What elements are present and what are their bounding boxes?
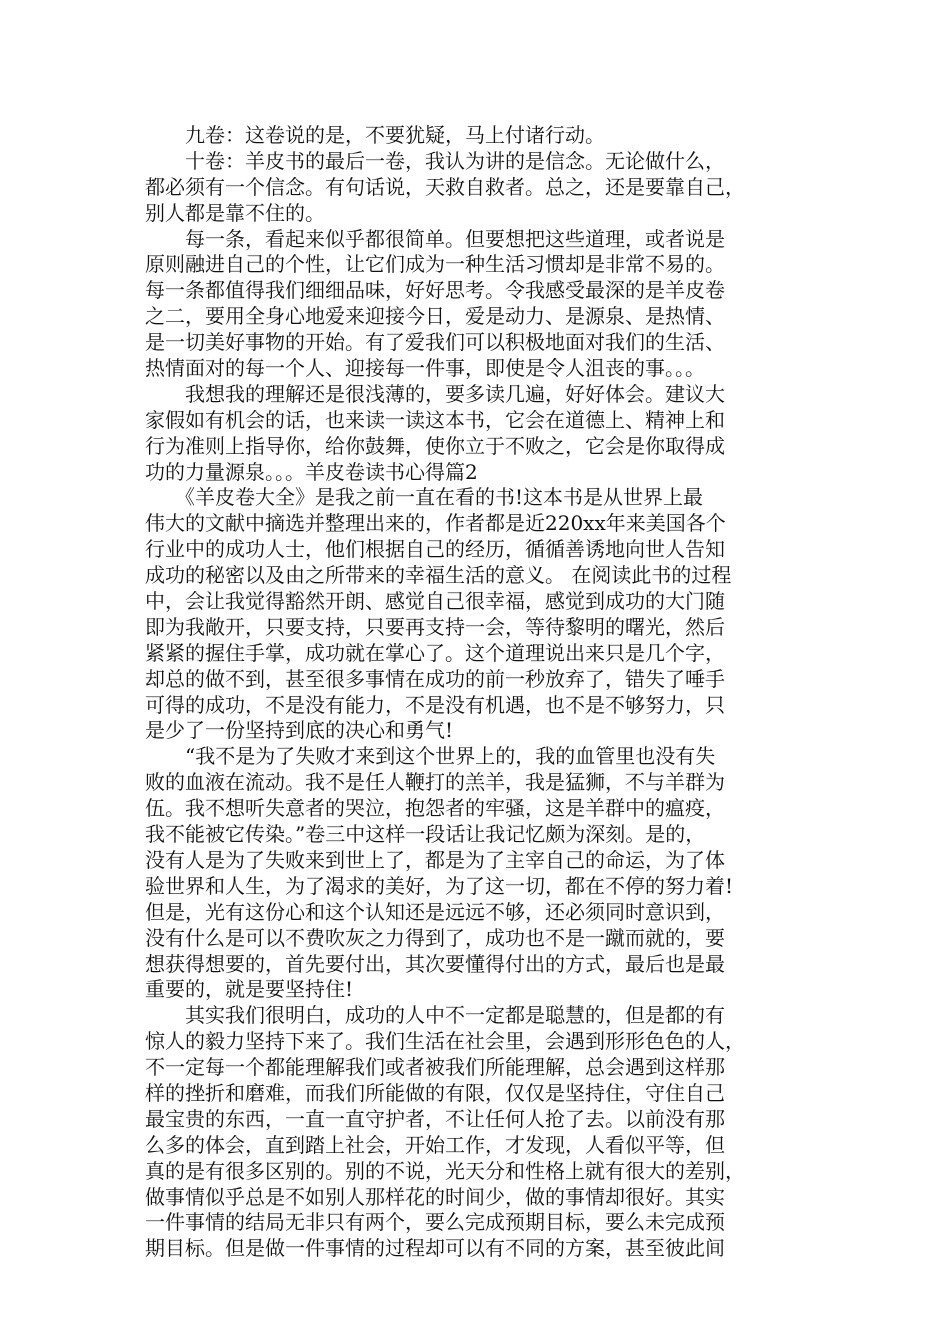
document-body — [145, 123, 805, 1262]
text-line: 么多的体会，直到踏上社会，开始工作，才发现，人看似平等，但 — [145, 1132, 725, 1157]
text-line: 伟大的文献中摘选并整理出来的，作者都是近220xx年来美国各个 — [145, 511, 726, 536]
text-line: 都必须有一个信念。有句话说，天救自救者。总之，还是要靠自己， — [145, 174, 745, 199]
text-line: 伍。我不想听失意者的哭泣，抱怨者的牢骚，这是羊群中的瘟疫， — [145, 796, 725, 821]
text-line: 是一切美好事物的开始。有了爱我们可以积极地面对我们的生活、 — [145, 330, 725, 355]
text-line: 验世界和人生，为了渴求的美好，为了这一切，都在不停的努力着! — [145, 873, 734, 898]
text-line: 《羊皮卷大全》是我之前一直在看的书!这本书是从世界上最 — [145, 485, 704, 510]
text-line: 没有人是为了失败来到世上了，都是为了主宰自己的命运，为了体 — [145, 847, 725, 872]
text-line: 真的是有很多区别的。别的不说，光天分和性格上就有很大的差别， — [145, 1158, 745, 1183]
text-line: 即为我敞开，只要支持，只要再支持一会，等待黎明的曙光，然后 — [145, 614, 725, 639]
text-line: 每一条都值得我们细细品味，好好思考。令我感受最深的是羊皮卷 — [145, 278, 725, 303]
text-line: 家假如有机会的话，也来读一读这本书，它会在道德上、精神上和 — [145, 407, 725, 432]
text-line: 重要的，就是要坚持住! — [145, 977, 354, 1002]
text-line: “我不是为了失败才来到这个世界上的，我的血管里也没有失 — [145, 744, 716, 769]
text-line: 惊人的毅力坚持下来了。我们生活在社会里，会遇到形形色色的人， — [145, 1029, 745, 1054]
text-line: 其实我们很明白，成功的人中不一定都是聪慧的，但是都的有 — [145, 1003, 725, 1028]
text-line: 别人都是靠不住的。 — [145, 200, 325, 225]
text-line: 成功的秘密以及由之所带来的幸福生活的意义。 在阅读此书的过程 — [145, 563, 732, 588]
text-line: 期目标。但是做一件事情的过程却可以有不同的方案，甚至彼此间 — [145, 1236, 725, 1261]
text-line: 行业中的成功人士，他们根据自己的经历，循循善诱地向世人告知 — [145, 537, 725, 562]
text-line: 中，会让我觉得豁然开朗、感觉自己很幸福，感觉到成功的大门随 — [145, 589, 725, 614]
text-line: 想获得想要的，首先要付出，其次要懂得付出的方式，最后也是最 — [145, 951, 725, 976]
text-line: 可得的成功，不是没有能力，不是没有机遇，也不是不够努力，只 — [145, 692, 725, 717]
text-line: 九卷：这卷说的是，不要犹疑，马上付诸行动。 — [145, 123, 605, 147]
text-line: 败的血液在流动。我不是任人鞭打的羔羊，我是猛狮，不与羊群为 — [145, 770, 725, 795]
text-line: 不一定每一个都能理解我们或者被我们所能理解，总会遇到这样那 — [145, 1055, 725, 1080]
text-line: 我不能被它传染。”卷三中这样一段话让我记忆颇为深刻。是的， — [145, 822, 706, 847]
text-line: 但是，光有这份心和这个认知还是远远不够，还必须同时意识到， — [145, 899, 725, 924]
text-line: 原则融进自己的个性，让它们成为一种生活习惯却是非常不易的。 — [145, 252, 725, 277]
text-line: 功的力量源泉。。。羊皮卷读书心得篇2 — [145, 459, 478, 484]
text-line: 是少了一份坚持到底的决心和勇气! — [145, 718, 454, 743]
text-line: 紧紧的握住手掌，成功就在掌心了。这个道理说出来只是几个字， — [145, 640, 725, 665]
text-line: 却总的做不到，甚至很多事情在成功的前一秒放弃了，错失了唾手 — [145, 666, 725, 691]
text-line: 我想我的理解还是很浅薄的，要多读几遍，好好体会。建议大 — [145, 381, 725, 406]
text-line: 没有什么是可以不费吹灰之力得到了，成功也不是一蹴而就的，要 — [145, 925, 725, 950]
text-line: 行为准则上指导你，给你鼓舞，使你立于不败之，它会是你取得成 — [145, 433, 725, 458]
text-line: 最宝贵的东西，一直一直守护者，不让任何人抢了去。以前没有那 — [145, 1106, 725, 1131]
text-line: 热情面对的每一个人、迎接每一件事，即使是令人沮丧的事。。。 — [145, 356, 705, 381]
text-line: 做事情似乎总是不如别人那样花的时间少，做的事情却很好。其实 — [145, 1184, 725, 1209]
text-line: 样的挫折和磨难，而我们所能做的有限，仅仅是坚持住，守住自己 — [145, 1080, 725, 1105]
text-line: 每一条，看起来似乎都很简单。但要想把这些道理，或者说是 — [145, 226, 725, 251]
text-line: 十卷：羊皮书的最后一卷，我认为讲的是信念。无论做什么， — [145, 148, 725, 173]
text-line: 一件事情的结局无非只有两个，要么完成预期目标，要么未完成预 — [145, 1210, 725, 1235]
text-line: 之二，要用全身心地爱来迎接今日，爱是动力、是源泉、是热情、 — [145, 304, 725, 329]
